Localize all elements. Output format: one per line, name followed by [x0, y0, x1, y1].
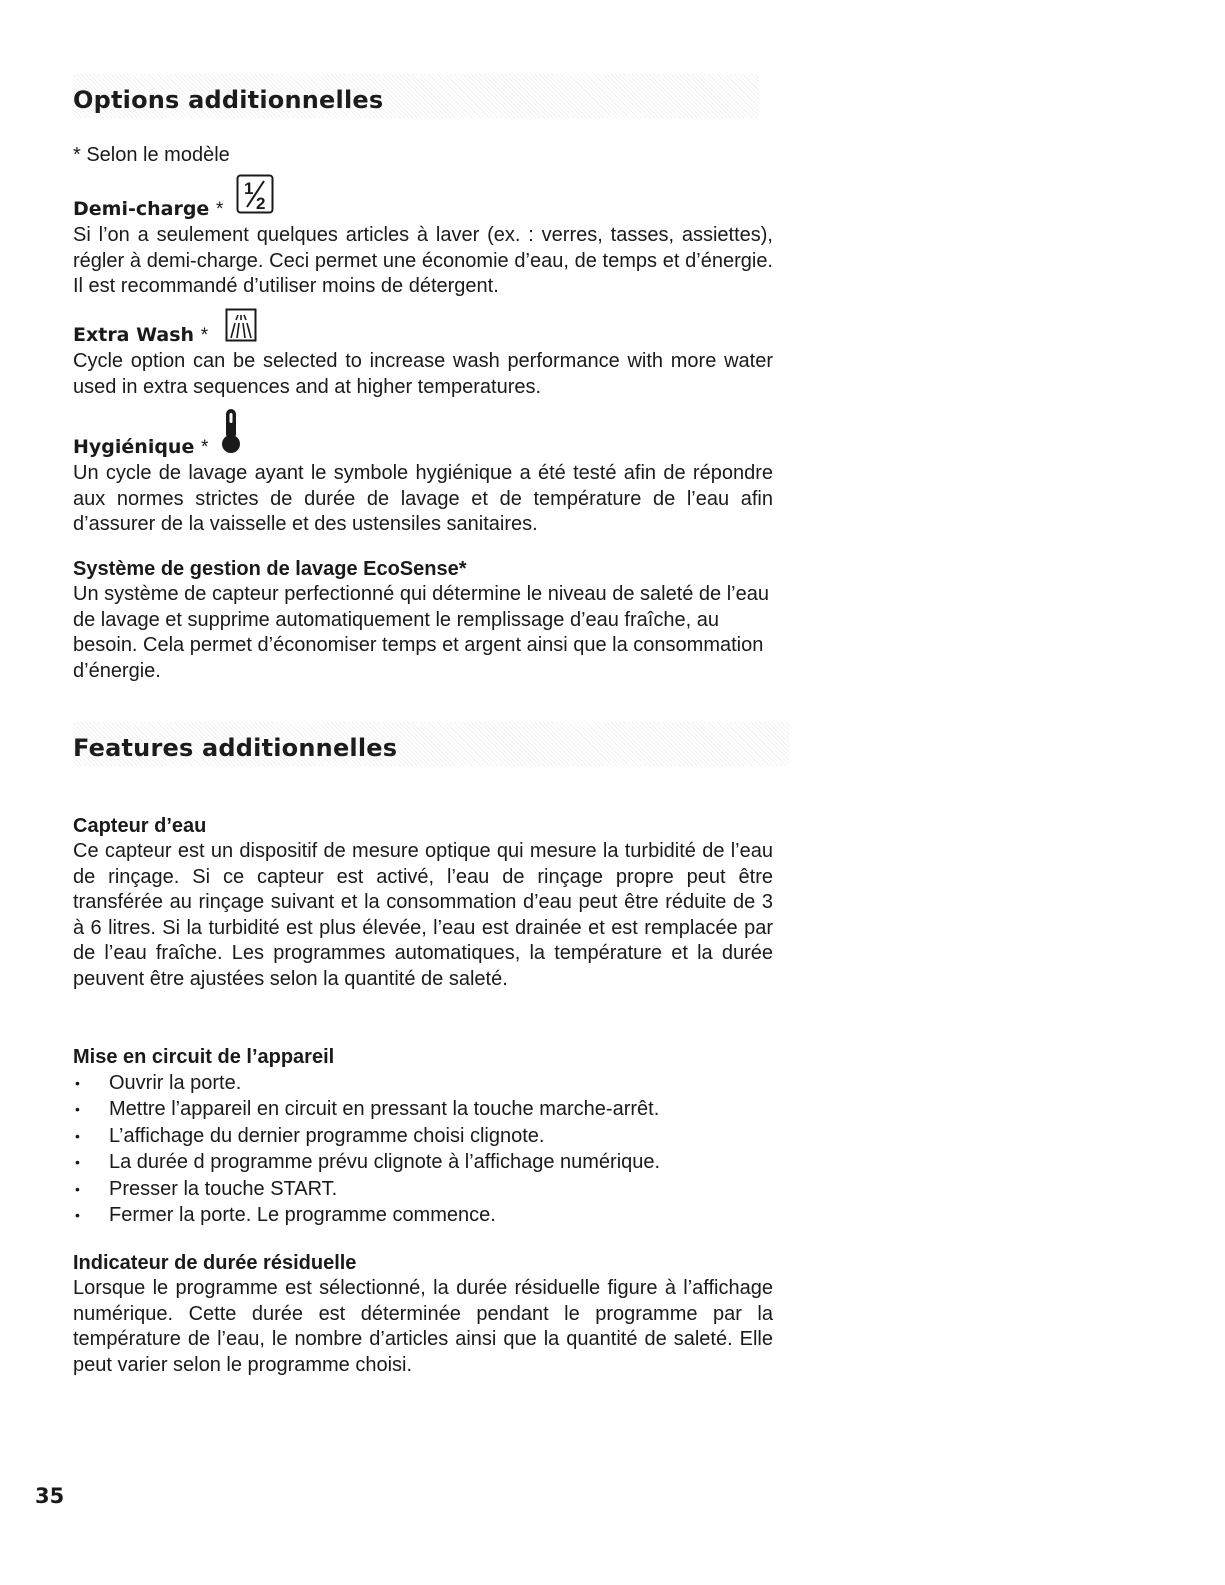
section-banner-features [73, 722, 789, 766]
hygienique-text: Un cycle de lavage ayant le symbole hygiénique a été testé afin de répondre aux normes strictes de durée de lavage et de température de l’eau afin d’assurer de la vaisselle et des ustensiles sanitaires. [73, 462, 773, 535]
svg-text:2: 2 [255, 194, 266, 213]
capteur-text: Ce capteur est un dispositif de mesure optique qui mesure la turbidité de l’eau de rinçage. Si ce capteur est activé, l’eau de rinçage propre peut être transférée au rinçage suivant et la consommation d’eau peut être réduite de 3 à 6 litres. Si la turbidité est plus élevée, l’eau est drainée et est remplacée par de l’eau fraîche. Les programmes automatiques, la température et la durée peuvent être ajustées selon la quantité de saleté. [73, 840, 773, 990]
list-item: • Mettre l’appareil en circuit en pressant la touche marche-arrêt. [75, 1098, 660, 1121]
extra-wash-heading: Extra Wash * [73, 308, 773, 349]
capteur-section [73, 813, 773, 992]
page-number: 35 [35, 1484, 65, 1508]
demi-charge-heading: Demi-charge * 1 2 [73, 174, 773, 223]
ecosense-text: Un système de capteur perfectionné qui détermine le niveau de saleté de l’eau de lavage et supprime automatiquement le remplissage d’eau fraîche, au besoin. Cela permet d’économiser temps et argent ainsi que la consommation d’énergie. [73, 583, 769, 682]
half-load-icon [236, 174, 274, 221]
model-note: * Selon le modèle [73, 144, 230, 166]
demi-charge-section [73, 174, 773, 300]
section-banner-options [73, 74, 759, 118]
indicateur-heading: Indicateur de durée résiduelle [73, 1252, 357, 1274]
indicateur-section [73, 1250, 773, 1378]
list-item: • L’affichage du dernier programme choisi clignote. [75, 1124, 545, 1147]
section-title-options: Options additionnelles [73, 86, 384, 114]
mise-en-circuit-heading: Mise en circuit de l’appareil [73, 1046, 335, 1068]
list-item: • Ouvrir la porte. [75, 1072, 242, 1094]
hygienique-heading: Hygiénique * [73, 408, 773, 461]
spray-icon [225, 308, 257, 349]
steps-list [73, 1070, 773, 1228]
extra-wash-section [73, 308, 773, 400]
demi-charge-text: Si l’on a seulement quelques articles à laver (ex. : verres, tasses, assiettes), régler à demi-charge. Ceci permet une économie d’eau, de temps et d’énergie. Il est recommandé d’utiliser moins de détergent. [73, 224, 773, 297]
ecosense-section [73, 556, 773, 684]
list-item: • La durée d programme prévu clignote à l’affichage numérique. [75, 1151, 661, 1174]
thermometer-icon [221, 408, 241, 461]
extra-wash-text: Cycle option can be selected to increase wash performance with more water used in extra sequences and at higher temperatures. [73, 350, 773, 398]
list-item: • Presser la touche START. [75, 1177, 338, 1200]
section-title-features: Features additionnelles [73, 734, 398, 762]
hygienique-section [73, 408, 773, 538]
ecosense-heading: Système de gestion de lavage EcoSense* [73, 558, 467, 580]
indicateur-text: Lorsque le programme est sélectionné, la durée résiduelle figure à l’affichage numérique. Cette durée est déterminée pendant le programme par la température de l’eau, le nombre d’articles ainsi que la quantité de saleté. Elle peut varier selon le programme choisi. [73, 1277, 773, 1376]
list-item: • Fermer la porte. Le programme commence. [75, 1204, 496, 1227]
capteur-heading: Capteur d’eau [73, 815, 207, 837]
svg-text:1: 1 [243, 179, 254, 198]
mise-en-circuit-section [73, 1044, 773, 1228]
